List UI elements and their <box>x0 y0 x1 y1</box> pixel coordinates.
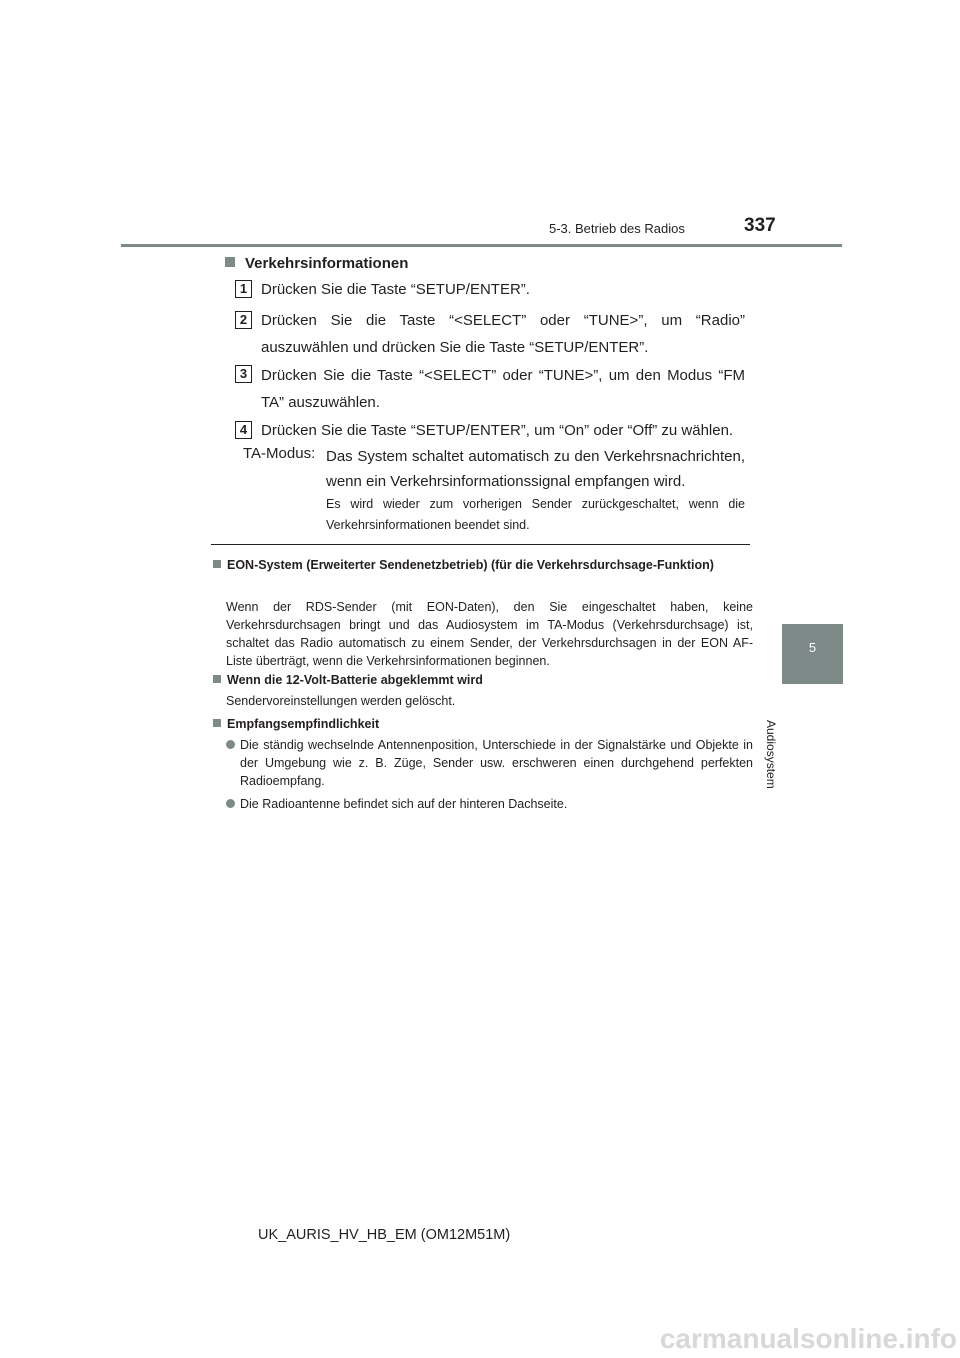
square-bullet-icon <box>213 560 221 568</box>
battery-title-text: Wenn die 12-Volt-Batterie abgeklemmt wird <box>227 673 483 687</box>
round-bullet-icon <box>226 740 235 749</box>
step-number-4: 4 <box>235 421 252 439</box>
ta-mode-note: Es wird wieder zum vorherigen Sender zurückgeschaltet, wenn die Verkehrsinformationen beendet sind. <box>326 497 745 532</box>
step-number-2: 2 <box>235 311 252 329</box>
list-item <box>226 795 753 815</box>
ta-mode-label: TA-Modus: <box>243 445 316 462</box>
square-bullet-icon <box>213 675 221 683</box>
square-bullet-icon <box>225 257 235 267</box>
header-divider <box>121 244 842 247</box>
step-number-3: 3 <box>235 365 252 383</box>
reception-bullet-text: Die Radioantenne befindet sich auf der hinteren Dachseite. <box>240 797 568 811</box>
info-divider <box>211 544 750 545</box>
eon-title-text: EON-System (Erweiterter Sendenetzbetrieb) (für die Verkehrsdurchsage-Funktion) <box>227 558 714 572</box>
battery-text: Sendervoreinstellungen werden gelöscht. <box>226 694 456 708</box>
section-header: 5-3. Betrieb des Radios <box>549 221 685 236</box>
step-text-4: Drücken Sie die Taste “SETUP/ENTER”, um “On” oder “Off” zu wählen. <box>261 422 734 439</box>
step-number-1: 1 <box>235 280 252 298</box>
eon-text: Wenn der RDS-Sender (mit EON-Daten), den Sie eingeschaltet haben, keine Verkehrsdurchsagen bringt und das Audiosystem im TA-Modus (Verkehrsdurchsage) ist, schaltet das Radio automatisch zu einem Sender, der Verkehrsdurchsagen in der EON AF-Liste überträgt, wenn die Verkehrsinformationen beginnen. <box>226 600 753 668</box>
round-bullet-icon <box>226 799 235 808</box>
chapter-number: 5 <box>808 640 817 655</box>
ta-mode-text: Das System schaltet automatisch zu den Verkehrsnachrichten, wenn ein Verkehrsinformationssignal empfangen wird. <box>326 448 745 490</box>
eon-title <box>213 556 753 574</box>
battery-title <box>213 671 753 689</box>
square-bullet-icon <box>213 719 221 727</box>
section-title-text: Verkehrsinformationen <box>245 255 409 272</box>
document-code: UK_AURIS_HV_HB_EM (OM12M51M) <box>258 1227 511 1243</box>
chapter-label: Audiosystem <box>764 720 778 789</box>
list-item <box>226 736 753 792</box>
step-text-3: Drücken Sie die Taste “<SELECT” oder “TUNE>”, um den Modus “FM TA” auszuwählen. <box>261 367 745 411</box>
section-title <box>225 255 408 272</box>
reception-title <box>213 715 753 733</box>
page-number: 337 <box>744 215 776 236</box>
reception-title-text: Empfangsempfindlichkeit <box>227 717 380 731</box>
watermark: carmanualsonline.info <box>659 1323 957 1354</box>
step-text-2: Drücken Sie die Taste “<SELECT” oder “TUNE>”, um “Radio” auszuwählen und drücken Sie die Taste “SETUP/ENTER”. <box>261 312 745 356</box>
reception-bullet-text: Die ständig wechselnde Antennenposition, Unterschiede in der Signalstärke und Objekte in der Umgebung wie z. B. Züge, Sender usw. erschweren einen durchgehend perfekten Radioempfang. <box>240 738 753 788</box>
step-text-1: Drücken Sie die Taste “SETUP/ENTER”. <box>261 281 530 298</box>
